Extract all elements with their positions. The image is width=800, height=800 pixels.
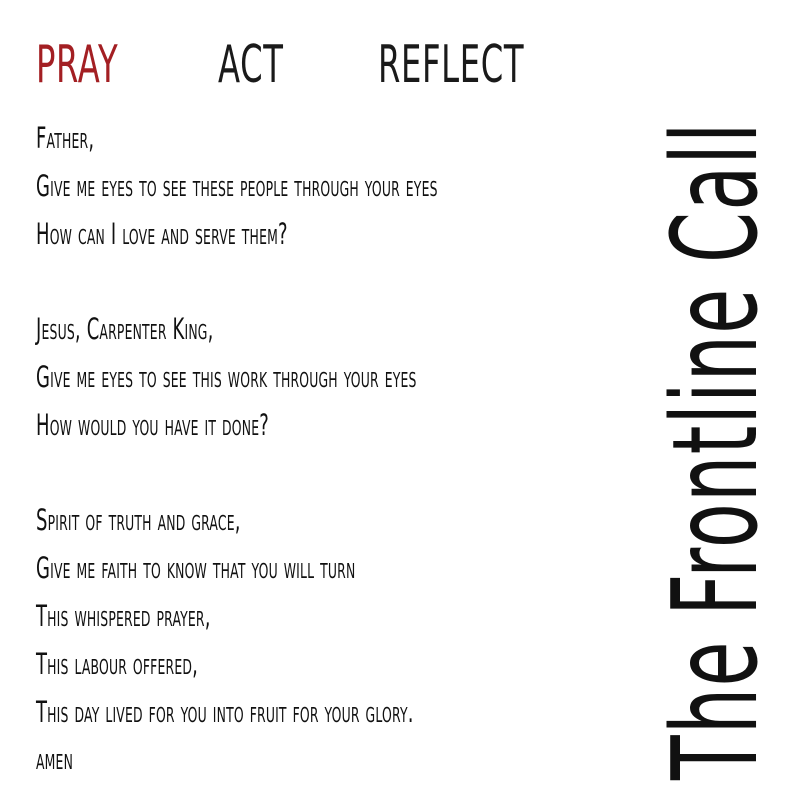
prayer-closing: amen [36, 742, 74, 777]
prayer-line: Jesus, Carpenter King, [36, 312, 214, 347]
tab-act[interactable]: ACT [218, 35, 284, 95]
prayer-line: How can I love and serve them? [36, 216, 288, 251]
stanza-gap [36, 450, 606, 498]
prayer-line: This labour offered, [36, 646, 198, 681]
prayer-line: Father, [36, 121, 95, 155]
prayer-line: Give me faith to know that you will turn [36, 551, 356, 586]
vertical-title [646, 20, 784, 780]
prayer-line: This whispered prayer, [36, 598, 211, 633]
prayer-line: Give me eyes to see this work through your eyes [36, 359, 417, 394]
prayer-line: How would you have it done? [36, 407, 269, 442]
prayer-text [36, 115, 606, 784]
tab-reflect[interactable]: REFLECT [378, 35, 525, 95]
prayer-line: This day lived for you into fruit for your glory. [36, 694, 414, 729]
stanza-gap [36, 258, 606, 306]
title-text: The Frontline Call [646, 121, 784, 780]
tab-pray[interactable]: PRAY [36, 35, 119, 95]
section-tabs [0, 30, 600, 100]
prayer-line: Give me eyes to see these people through your eyes [36, 168, 438, 203]
prayer-line: Spirit of truth and grace, [36, 503, 241, 538]
